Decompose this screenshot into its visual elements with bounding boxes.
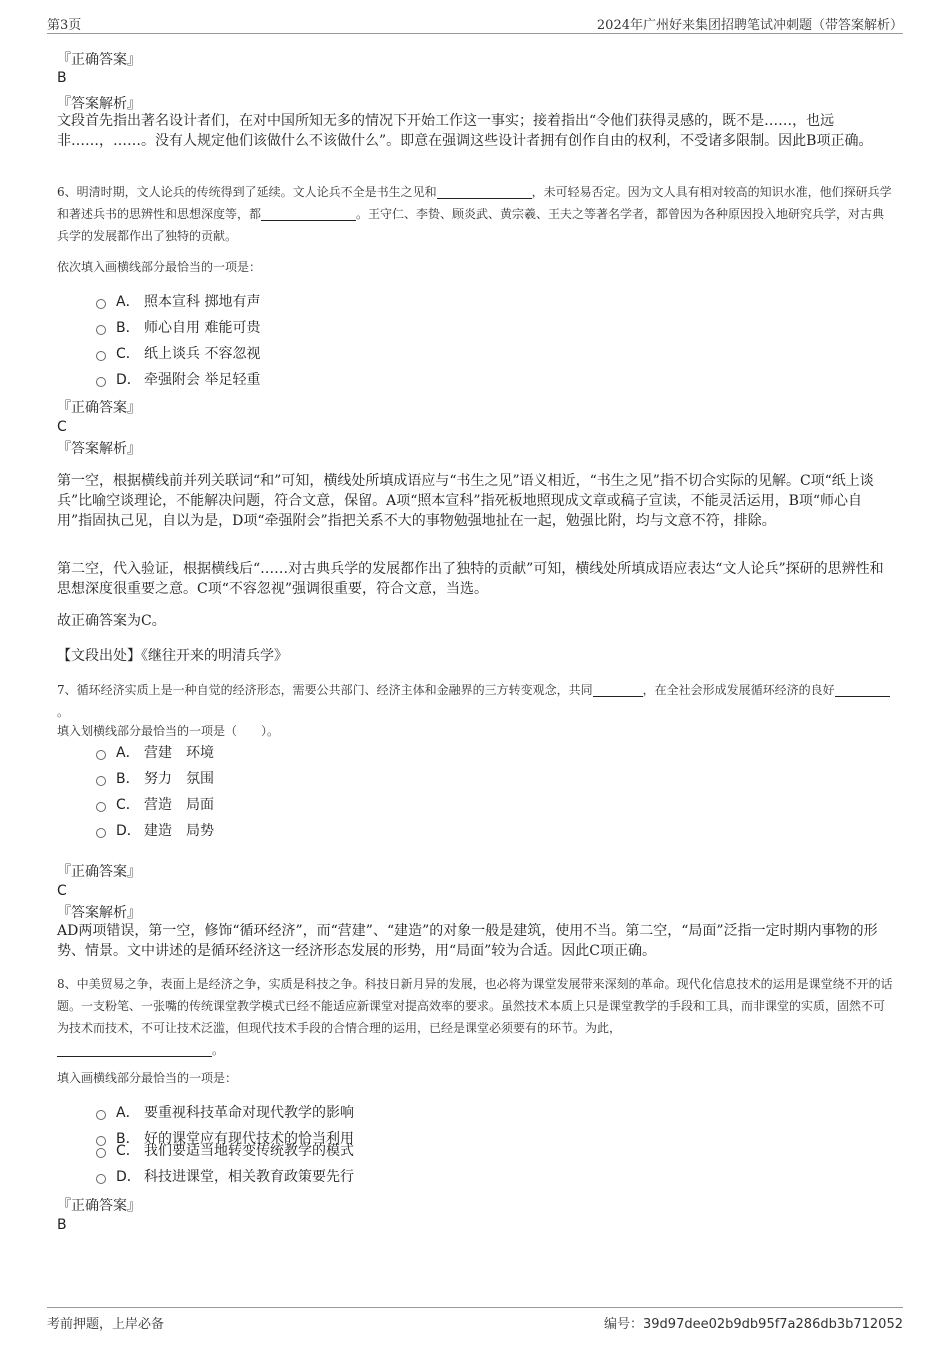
q6-option-b[interactable]: B． 师心自用 难能可贵 xyxy=(96,318,260,338)
q6-blank-1 xyxy=(437,184,532,199)
q7-text-a: 7、循环经济实质上是一种自觉的经济形态，需要公共部门、经济主体和金融界的三方转变观念，共同 xyxy=(57,683,593,697)
q8-text-a: 8、中美贸易之争，表面上是经济之争，实质是科技之争。科技日新月异的发展，也必将为课堂发展带来深刻的革命。现代化信息技术的运用是课堂绕不开的话题。一支粉笔、一张嘴的传统课堂教学模式已经不能适应新课堂对提高效率的要求。虽然技术本质上只是课堂教学的手段和工具，而非课堂的实质，固然不可为技术而技术，不可让技术泛滥，但现代技术手段的合情合理的运用，已经是课堂必须要有的环节。为此， xyxy=(57,977,893,1035)
q7-question xyxy=(57,679,895,723)
document-title: 2024年广州好来集团招聘笔试冲刺题（带答案解析） xyxy=(596,18,903,33)
q6-option-c[interactable]: C． 纸上谈兵 不容忽视 xyxy=(96,344,260,364)
correct-answer-label: 『正确答案』 xyxy=(57,400,141,416)
q7-prompt: 填入划横线部分最恰当的一项是（ ）。 xyxy=(57,724,280,738)
q5-answer: B xyxy=(57,70,67,86)
analysis-label: 『答案解析』 xyxy=(57,96,141,112)
q7-option-a[interactable]: A． 营建 环境 xyxy=(96,743,214,763)
q6-prompt: 依次填入画横线部分最恰当的一项是： xyxy=(57,260,262,274)
radio-icon[interactable] xyxy=(96,1174,106,1184)
q7-option-b[interactable]: B． 努力 氛围 xyxy=(96,769,214,789)
radio-icon[interactable] xyxy=(96,351,106,361)
document-id xyxy=(604,1313,903,1332)
q7-option-c[interactable]: C． 营造 局面 xyxy=(96,795,214,815)
radio-icon[interactable] xyxy=(96,1110,106,1120)
q6-answer: C xyxy=(57,419,67,435)
radio-icon[interactable] xyxy=(96,325,106,335)
q6-text-b: ，未可轻易否定。因为文人具有相对较高的知识水准，他们探研兵学和著述兵书的思辨性和思想深度等，都 xyxy=(57,185,892,221)
q6-question xyxy=(57,181,895,247)
q8-blank xyxy=(57,1042,212,1057)
q8-question xyxy=(57,973,895,1061)
footer-divider xyxy=(47,1307,903,1308)
radio-icon[interactable] xyxy=(96,828,106,838)
radio-icon[interactable] xyxy=(96,776,106,786)
q6-option-d[interactable]: D． 牵强附会 举足轻重 xyxy=(96,370,260,390)
q5-analysis: 文段首先指出著名设计者们，在对中国所知无多的情况下开始工作这一事实；接着指出“令他们获得灵感的，既不是……，也远非……，……。没有人规定他们该做什么不该做什么”。即意在强调这些设计者拥有创作自由的权利，不受诸多限制。因此B项正确。 xyxy=(57,113,873,149)
q8-option-b[interactable]: B． 好的课堂应有现代技术的恰当利用 xyxy=(96,1129,354,1149)
q7-answer: C xyxy=(57,883,67,899)
q7-option-d[interactable]: D． 建造 局势 xyxy=(96,821,214,841)
radio-icon[interactable] xyxy=(96,299,106,309)
q8-option-c[interactable]: C． 我们要适当地转变传统教学的模式 xyxy=(96,1141,354,1161)
analysis-label: 『答案解析』 xyxy=(57,441,141,457)
q6-blank-2 xyxy=(261,206,356,221)
document-id-label: 编号： xyxy=(604,1317,644,1332)
radio-icon[interactable] xyxy=(96,750,106,760)
q6-analysis-p1: 第一空，根据横线前并列关联词“和”可知，横线处所填成语应与“书生之见”语义相近，“书生之见”指不切合实际的见解。C项“纸上谈兵”比喻空谈理论，不能解决问题，符合文意，保留。A项“照本宣科”指死板地照现成文章或稿子宣读，不能灵活运用，B项“师心自用”指固执己见，自以为是，D项“牵强附会”指把关系不大的事物勉强地扯在一起，勉强比附，均与文意不符，排除。 xyxy=(57,473,874,529)
q8-option-a[interactable]: A． 要重视科技革命对现代教学的影响 xyxy=(96,1103,354,1123)
analysis-label: 『答案解析』 xyxy=(57,905,141,921)
q7-text-c: 。 xyxy=(57,705,70,719)
q6-text-a: 6、明清时期，文人论兵的传统得到了延续。文人论兵不全是书生之见和 xyxy=(57,185,437,199)
q7-blank-2 xyxy=(835,682,890,697)
q8-text-b: 。 xyxy=(212,1043,225,1057)
header-divider xyxy=(47,33,903,34)
q6-analysis-p2: 第二空，代入验证，根据横线后“……对古典兵学的发展都作出了独特的贡献”可知，横线处所填成语应表达“文人论兵”探研的思辨性和思想深度很重要之意。C项“不容忽视”强调很重要，符合文意，当选。 xyxy=(57,561,884,597)
footer-slogan: 考前押题，上岸必备 xyxy=(47,1317,165,1332)
q7-blank-1 xyxy=(593,682,643,697)
q8-answer: B xyxy=(57,1217,67,1233)
q8-option-d[interactable]: D． 科技进课堂，相关教育政策要先行 xyxy=(96,1167,354,1187)
correct-answer-label: 『正确答案』 xyxy=(57,864,141,880)
q7-analysis: AD两项错误，第一空，修饰“循环经济”，而“营建”、“建造”的对象一般是建筑，使用不当。第二空，“局面”泛指一定时期内事物的形势、情景。文中讲述的是循环经济这一经济形态发展的形势，用“局面”较为合适。因此C项正确。 xyxy=(57,923,878,959)
radio-icon[interactable] xyxy=(96,802,106,812)
document-id-code: 39d97dee02b9db95f7a286db3b712052 xyxy=(643,1317,903,1332)
q8-prompt: 填入画横线部分最恰当的一项是： xyxy=(57,1071,238,1085)
page-number: 第3页 xyxy=(47,18,82,33)
q6-source: 【文段出处】《继往开来的明清兵学》 xyxy=(57,648,288,664)
correct-answer-label: 『正确答案』 xyxy=(57,52,141,68)
q6-text-c: 。王守仁、李贽、顾炎武、黄宗羲、王夫之等著名学者，都曾因为各种原因投入地研究兵学，对古典兵学的发展都作出了独特的贡献。 xyxy=(57,207,885,243)
correct-answer-label: 『正确答案』 xyxy=(57,1198,141,1214)
q7-text-b: ，在全社会形成发展循环经济的良好 xyxy=(642,683,835,697)
radio-icon[interactable] xyxy=(96,377,106,387)
q6-option-a[interactable]: A． 照本宣科 掷地有声 xyxy=(96,292,260,312)
radio-icon[interactable] xyxy=(96,1148,106,1158)
q6-conclusion: 故正确答案为C。 xyxy=(57,613,166,629)
